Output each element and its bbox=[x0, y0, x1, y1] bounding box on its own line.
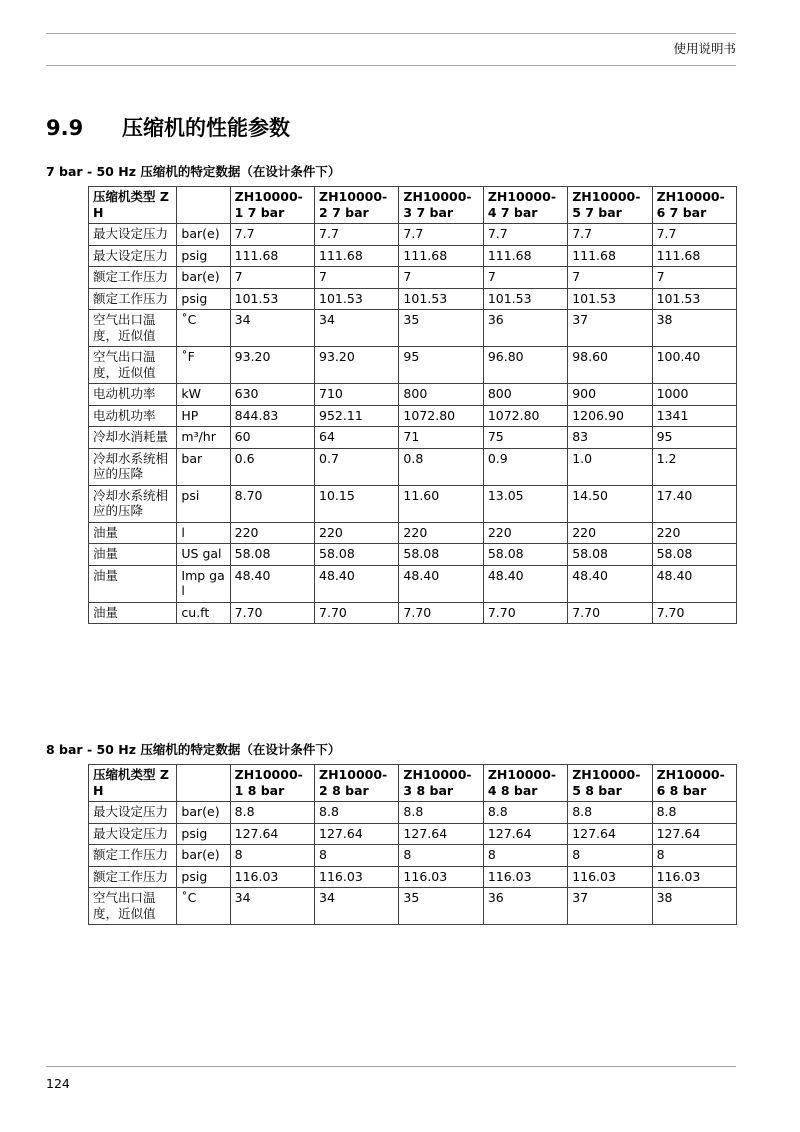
value-cell: 710 bbox=[315, 384, 399, 406]
value-cell: 116.03 bbox=[315, 866, 399, 888]
table-row bbox=[89, 427, 737, 449]
table-row bbox=[89, 565, 737, 602]
value-cell: 35 bbox=[399, 888, 483, 925]
value-cell: 7 bbox=[568, 267, 652, 289]
value-cell: 7 bbox=[230, 267, 314, 289]
value-cell: 0.9 bbox=[483, 448, 567, 485]
value-cell: 7.70 bbox=[568, 602, 652, 624]
value-cell: 1000 bbox=[652, 384, 736, 406]
header-rule-top bbox=[46, 33, 736, 34]
value-cell: 75 bbox=[483, 427, 567, 449]
table-header-row bbox=[89, 765, 737, 802]
table1-caption: 7 bar - 50 Hz 压缩机的特定数据（在设计条件下） bbox=[46, 164, 341, 179]
value-cell: 8 bbox=[483, 845, 567, 867]
value-cell: 8.8 bbox=[315, 802, 399, 824]
value-cell: 111.68 bbox=[568, 245, 652, 267]
value-cell: 7 bbox=[652, 267, 736, 289]
value-cell: 1.0 bbox=[568, 448, 652, 485]
model-header-cell: ZH10000-6 8 bar bbox=[652, 765, 736, 802]
unit-cell: psig bbox=[177, 866, 230, 888]
value-cell: 1.2 bbox=[652, 448, 736, 485]
row-label-cell: 额定工作压力 bbox=[89, 288, 177, 310]
section-title: 压缩机的性能参数 bbox=[122, 116, 290, 140]
value-cell: 37 bbox=[568, 888, 652, 925]
value-cell: 7.70 bbox=[399, 602, 483, 624]
value-cell: 127.64 bbox=[399, 823, 483, 845]
value-cell: 95 bbox=[399, 347, 483, 384]
row-label-cell: 油量 bbox=[89, 602, 177, 624]
value-cell: 10.15 bbox=[315, 485, 399, 522]
value-cell: 1341 bbox=[652, 405, 736, 427]
value-cell: 952.11 bbox=[315, 405, 399, 427]
row-label-cell: 最大设定压力 bbox=[89, 245, 177, 267]
table-row bbox=[89, 845, 737, 867]
row-label-cell: 冷却水系统相应的压降 bbox=[89, 448, 177, 485]
value-cell: 127.64 bbox=[483, 823, 567, 845]
spec-table-8bar bbox=[88, 764, 737, 925]
value-cell: 8.8 bbox=[230, 802, 314, 824]
unit-cell: bar(e) bbox=[177, 224, 230, 246]
model-header-cell: ZH10000-2 8 bar bbox=[315, 765, 399, 802]
value-cell: 111.68 bbox=[483, 245, 567, 267]
value-cell: 127.64 bbox=[652, 823, 736, 845]
value-cell: 58.08 bbox=[399, 544, 483, 566]
row-label-cell: 油量 bbox=[89, 565, 177, 602]
value-cell: 7.70 bbox=[315, 602, 399, 624]
value-cell: 8 bbox=[652, 845, 736, 867]
value-cell: 8 bbox=[230, 845, 314, 867]
value-cell: 127.64 bbox=[315, 823, 399, 845]
row-label-cell: 最大设定压力 bbox=[89, 224, 177, 246]
value-cell: 7.7 bbox=[568, 224, 652, 246]
value-cell: 34 bbox=[230, 888, 314, 925]
value-cell: 1072.80 bbox=[483, 405, 567, 427]
value-cell: 220 bbox=[652, 522, 736, 544]
row-label-cell: 额定工作压力 bbox=[89, 267, 177, 289]
unit-cell: ˚C bbox=[177, 310, 230, 347]
unit-cell: bar bbox=[177, 448, 230, 485]
section-number: 9.9 bbox=[46, 116, 84, 140]
spec-table-7bar bbox=[88, 186, 737, 624]
row-label-cell: 额定工作压力 bbox=[89, 845, 177, 867]
value-cell: 48.40 bbox=[483, 565, 567, 602]
value-cell: 111.68 bbox=[230, 245, 314, 267]
model-header-cell: ZH10000-1 7 bar bbox=[230, 187, 314, 224]
value-cell: 58.08 bbox=[652, 544, 736, 566]
value-cell: 800 bbox=[399, 384, 483, 406]
model-header-cell: ZH10000-5 7 bar bbox=[568, 187, 652, 224]
row-label-cell: 空气出口温度，近似值 bbox=[89, 347, 177, 384]
value-cell: 7.7 bbox=[230, 224, 314, 246]
value-cell: 48.40 bbox=[399, 565, 483, 602]
model-header-cell: ZH10000-4 7 bar bbox=[483, 187, 567, 224]
value-cell: 100.40 bbox=[652, 347, 736, 384]
unit-cell: l bbox=[177, 522, 230, 544]
value-cell: 36 bbox=[483, 888, 567, 925]
row-label-cell: 油量 bbox=[89, 522, 177, 544]
value-cell: 116.03 bbox=[230, 866, 314, 888]
value-cell: 220 bbox=[483, 522, 567, 544]
row-label-cell: 电动机功率 bbox=[89, 405, 177, 427]
unit-cell: m³/hr bbox=[177, 427, 230, 449]
table-row bbox=[89, 823, 737, 845]
value-cell: 220 bbox=[568, 522, 652, 544]
table-header-row bbox=[89, 187, 737, 224]
type-header-cell: 压缩机类型 ZH bbox=[89, 187, 177, 224]
unit-cell: ˚F bbox=[177, 347, 230, 384]
value-cell: 8 bbox=[399, 845, 483, 867]
value-cell: 58.08 bbox=[230, 544, 314, 566]
row-label-cell: 最大设定压力 bbox=[89, 802, 177, 824]
unit-cell: Imp gal bbox=[177, 565, 230, 602]
table-row bbox=[89, 347, 737, 384]
unit-cell: psi bbox=[177, 485, 230, 522]
value-cell: 800 bbox=[483, 384, 567, 406]
value-cell: 220 bbox=[230, 522, 314, 544]
value-cell: 48.40 bbox=[230, 565, 314, 602]
value-cell: 34 bbox=[230, 310, 314, 347]
unit-cell: HP bbox=[177, 405, 230, 427]
value-cell: 38 bbox=[652, 888, 736, 925]
value-cell: 36 bbox=[483, 310, 567, 347]
model-header-cell: ZH10000-1 8 bar bbox=[230, 765, 314, 802]
model-header-cell: ZH10000-2 7 bar bbox=[315, 187, 399, 224]
unit-cell: bar(e) bbox=[177, 267, 230, 289]
unit-cell: ˚C bbox=[177, 888, 230, 925]
unit-cell: psig bbox=[177, 288, 230, 310]
value-cell: 116.03 bbox=[568, 866, 652, 888]
unit-cell: bar(e) bbox=[177, 802, 230, 824]
model-header-cell: ZH10000-3 7 bar bbox=[399, 187, 483, 224]
value-cell: 7.7 bbox=[399, 224, 483, 246]
table-row bbox=[89, 888, 737, 925]
table-row bbox=[89, 448, 737, 485]
value-cell: 101.53 bbox=[483, 288, 567, 310]
value-cell: 58.08 bbox=[315, 544, 399, 566]
value-cell: 48.40 bbox=[652, 565, 736, 602]
value-cell: 96.80 bbox=[483, 347, 567, 384]
value-cell: 8 bbox=[315, 845, 399, 867]
value-cell: 71 bbox=[399, 427, 483, 449]
value-cell: 7 bbox=[315, 267, 399, 289]
value-cell: 83 bbox=[568, 427, 652, 449]
value-cell: 13.05 bbox=[483, 485, 567, 522]
value-cell: 111.68 bbox=[399, 245, 483, 267]
value-cell: 95 bbox=[652, 427, 736, 449]
value-cell: 101.53 bbox=[399, 288, 483, 310]
header-rule-bottom bbox=[46, 65, 736, 66]
value-cell: 7.70 bbox=[483, 602, 567, 624]
value-cell: 34 bbox=[315, 310, 399, 347]
unit-cell: kW bbox=[177, 384, 230, 406]
table-row bbox=[89, 224, 737, 246]
value-cell: 93.20 bbox=[315, 347, 399, 384]
value-cell: 127.64 bbox=[568, 823, 652, 845]
table-row bbox=[89, 544, 737, 566]
value-cell: 8.8 bbox=[568, 802, 652, 824]
value-cell: 844.83 bbox=[230, 405, 314, 427]
model-header-cell: ZH10000-6 7 bar bbox=[652, 187, 736, 224]
section-heading bbox=[46, 112, 290, 142]
value-cell: 8.8 bbox=[483, 802, 567, 824]
value-cell: 8.8 bbox=[399, 802, 483, 824]
value-cell: 220 bbox=[399, 522, 483, 544]
value-cell: 11.60 bbox=[399, 485, 483, 522]
footer-rule bbox=[46, 1066, 736, 1067]
table-row bbox=[89, 245, 737, 267]
unit-cell: psig bbox=[177, 245, 230, 267]
row-label-cell: 油量 bbox=[89, 544, 177, 566]
value-cell: 98.60 bbox=[568, 347, 652, 384]
value-cell: 60 bbox=[230, 427, 314, 449]
value-cell: 35 bbox=[399, 310, 483, 347]
unit-header-cell bbox=[177, 765, 230, 802]
table-row bbox=[89, 267, 737, 289]
value-cell: 38 bbox=[652, 310, 736, 347]
value-cell: 220 bbox=[315, 522, 399, 544]
value-cell: 111.68 bbox=[652, 245, 736, 267]
row-label-cell: 冷却水消耗量 bbox=[89, 427, 177, 449]
value-cell: 58.08 bbox=[483, 544, 567, 566]
value-cell: 7.7 bbox=[652, 224, 736, 246]
row-label-cell: 额定工作压力 bbox=[89, 866, 177, 888]
value-cell: 1072.80 bbox=[399, 405, 483, 427]
model-header-cell: ZH10000-3 8 bar bbox=[399, 765, 483, 802]
value-cell: 1206.90 bbox=[568, 405, 652, 427]
value-cell: 7.7 bbox=[483, 224, 567, 246]
table-row bbox=[89, 384, 737, 406]
value-cell: 7 bbox=[483, 267, 567, 289]
value-cell: 58.08 bbox=[568, 544, 652, 566]
value-cell: 14.50 bbox=[568, 485, 652, 522]
value-cell: 900 bbox=[568, 384, 652, 406]
value-cell: 8 bbox=[568, 845, 652, 867]
value-cell: 111.68 bbox=[315, 245, 399, 267]
value-cell: 17.40 bbox=[652, 485, 736, 522]
model-header-cell: ZH10000-4 8 bar bbox=[483, 765, 567, 802]
unit-cell: bar(e) bbox=[177, 845, 230, 867]
value-cell: 7.7 bbox=[315, 224, 399, 246]
value-cell: 34 bbox=[315, 888, 399, 925]
value-cell: 8.8 bbox=[652, 802, 736, 824]
value-cell: 8.70 bbox=[230, 485, 314, 522]
unit-header-cell bbox=[177, 187, 230, 224]
table2-caption: 8 bar - 50 Hz 压缩机的特定数据（在设计条件下） bbox=[46, 742, 341, 757]
row-label-cell: 空气出口温度，近似值 bbox=[89, 888, 177, 925]
table-row bbox=[89, 288, 737, 310]
value-cell: 116.03 bbox=[652, 866, 736, 888]
value-cell: 37 bbox=[568, 310, 652, 347]
value-cell: 93.20 bbox=[230, 347, 314, 384]
value-cell: 0.7 bbox=[315, 448, 399, 485]
model-header-cell: ZH10000-5 8 bar bbox=[568, 765, 652, 802]
type-header-cell: 压缩机类型 ZH bbox=[89, 765, 177, 802]
unit-cell: psig bbox=[177, 823, 230, 845]
table-row bbox=[89, 310, 737, 347]
document-header: 使用说明书 bbox=[673, 41, 736, 56]
table-row bbox=[89, 866, 737, 888]
table-row bbox=[89, 405, 737, 427]
table-row bbox=[89, 802, 737, 824]
value-cell: 7.70 bbox=[652, 602, 736, 624]
row-label-cell: 电动机功率 bbox=[89, 384, 177, 406]
value-cell: 0.6 bbox=[230, 448, 314, 485]
value-cell: 101.53 bbox=[652, 288, 736, 310]
table-row bbox=[89, 485, 737, 522]
value-cell: 116.03 bbox=[399, 866, 483, 888]
value-cell: 630 bbox=[230, 384, 314, 406]
value-cell: 64 bbox=[315, 427, 399, 449]
value-cell: 7 bbox=[399, 267, 483, 289]
row-label-cell: 最大设定压力 bbox=[89, 823, 177, 845]
row-label-cell: 冷却水系统相应的压降 bbox=[89, 485, 177, 522]
row-label-cell: 空气出口温度，近似值 bbox=[89, 310, 177, 347]
value-cell: 101.53 bbox=[315, 288, 399, 310]
value-cell: 48.40 bbox=[315, 565, 399, 602]
value-cell: 0.8 bbox=[399, 448, 483, 485]
value-cell: 48.40 bbox=[568, 565, 652, 602]
unit-cell: US gal bbox=[177, 544, 230, 566]
value-cell: 127.64 bbox=[230, 823, 314, 845]
value-cell: 116.03 bbox=[483, 866, 567, 888]
value-cell: 101.53 bbox=[230, 288, 314, 310]
unit-cell: cu.ft bbox=[177, 602, 230, 624]
table-row bbox=[89, 522, 737, 544]
page-number: 124 bbox=[46, 1076, 70, 1091]
value-cell: 7.70 bbox=[230, 602, 314, 624]
table-row bbox=[89, 602, 737, 624]
value-cell: 101.53 bbox=[568, 288, 652, 310]
